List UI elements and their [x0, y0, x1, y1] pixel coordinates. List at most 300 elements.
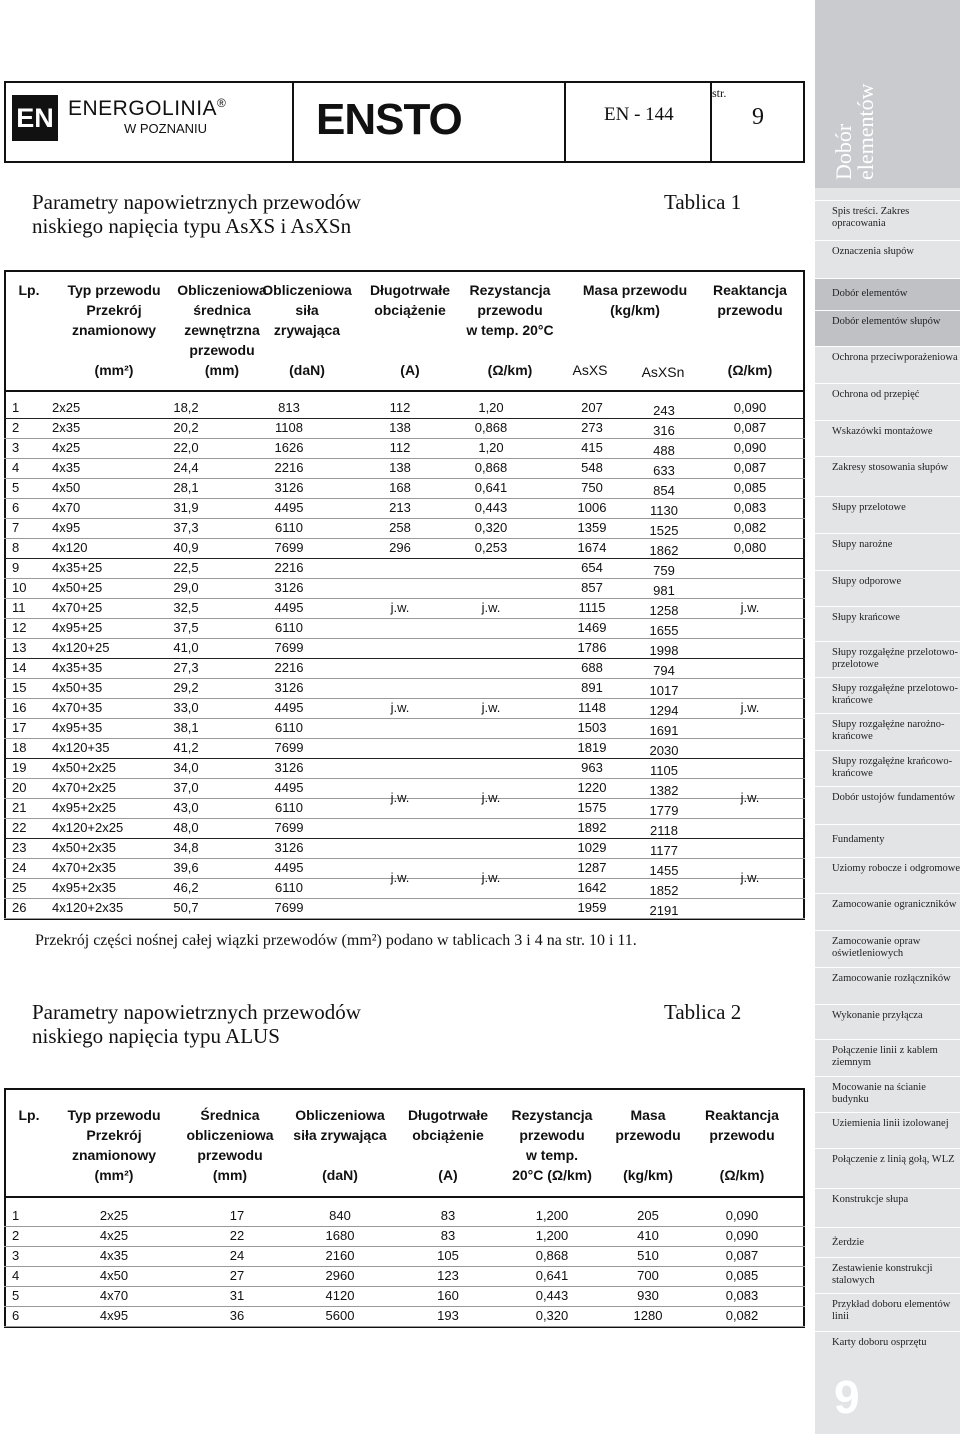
t1-cell: 38,1 [173, 720, 199, 735]
sidebar-page-number: 9 [834, 1371, 860, 1423]
t1-jw-load: j.w. [390, 790, 410, 805]
t1-cell: 1115 [578, 600, 606, 615]
t1-cell: 1691 [649, 723, 679, 738]
t1-cell: 2216 [274, 660, 304, 675]
t1-cell: 243 [653, 403, 675, 418]
t2-cell: 4 [12, 1268, 20, 1283]
t1-cell: 4 [12, 460, 20, 475]
sidebar-item[interactable]: Uziomy robocze i odgromowe [815, 857, 960, 893]
t1-h-asxsn: AsXSn [641, 364, 685, 380]
t1-jw-res: j.w. [481, 790, 501, 805]
t1-cell: 6110 [275, 520, 303, 535]
t1-cell: 1469 [577, 620, 607, 635]
t1-cell: 1148 [578, 700, 606, 715]
sidebar-title [833, 83, 877, 180]
sidebar-title-line2: elementów [853, 83, 878, 180]
t1-cell: 48,0 [173, 820, 199, 835]
t1-cell: 891 [581, 680, 603, 695]
t1-cell: 0,868 [474, 460, 508, 475]
t1-jw-res: j.w. [481, 700, 501, 715]
t2-cell: 410 [637, 1228, 659, 1243]
t1-cell: 4x120+35 [52, 740, 110, 755]
t1-cell: 29,2 [173, 680, 199, 695]
t1-cell: 20 [12, 780, 27, 795]
t1-cell: 27,3 [173, 660, 199, 675]
t1-cell: 857 [581, 580, 603, 595]
t1-cell: 4x70+35 [52, 700, 103, 715]
t1-cell: 813 [278, 400, 300, 415]
t2-cell: 105 [437, 1248, 459, 1263]
t2-cell: 0,087 [725, 1248, 759, 1263]
t2-cell: 2960 [325, 1268, 355, 1283]
t1-cell: 4x95+2x35 [52, 880, 116, 895]
t1-cell: 22 [12, 820, 27, 835]
t2-row-line [4, 1326, 805, 1327]
t2-cell: 4x70 [99, 1288, 129, 1303]
t1-cell: 2216 [274, 560, 304, 575]
t1-cell: 23 [12, 840, 27, 855]
t1-cell: 12 [12, 620, 27, 635]
t1-cell: 3126 [274, 760, 304, 775]
t1-cell: 46,2 [173, 880, 199, 895]
t1-cell: 11 [12, 600, 26, 615]
t1-h-lp: Lp. [18, 282, 40, 298]
t1-cell: 1779 [649, 803, 679, 818]
sidebar-item[interactable]: Mocowanie na ścianie budynku [815, 1076, 960, 1112]
t1-row-line [4, 598, 805, 599]
t1-cell: 1626 [274, 440, 304, 455]
t1-row-line [4, 738, 805, 739]
t1-cell: 1503 [577, 720, 607, 735]
sidebar-item[interactable]: Wykonanie przyłącza [815, 1004, 960, 1039]
company-name-text: ENERGOLINIA [68, 97, 218, 120]
t1-row-line [4, 918, 805, 919]
t2-cell: 36 [229, 1308, 245, 1323]
t2-cell: 0,085 [725, 1268, 759, 1283]
t1-jw-load: j.w. [390, 700, 410, 715]
t2-h-mass: Masa przewodu (kg/km) [615, 1107, 681, 1183]
t1-cell: 488 [653, 443, 675, 458]
t1-cell: 22,5 [173, 560, 199, 575]
t2-cell: 0,082 [725, 1308, 759, 1323]
t1-cell: 4495 [274, 500, 304, 515]
t1-jw-res: j.w. [481, 600, 501, 615]
t1-h-type: Typ przewodu Przekrój znamionowy (mm²) [67, 282, 161, 378]
sidebar-item[interactable]: Słupy rozgałęźne przelotowo-przelotowe [815, 641, 960, 677]
t1-h-asxs: AsXS [572, 362, 608, 378]
table1-note: Przekrój części nośnej całej wiązki przewodów (mm²) podano w tablicach 3 i 4 na str. 10 i 11. [35, 932, 637, 949]
sidebar-item[interactable]: Zestawienie konstrukcji stalowych [815, 1257, 960, 1293]
t1-cell: 41,0 [173, 640, 199, 655]
t1-cell: 1017 [649, 683, 679, 698]
t1-h-react: Reaktancja przewodu (Ω/km) [713, 282, 787, 378]
t2-h-res: Rezystancja przewodu w temp. 20°C (Ω/km) [511, 1107, 593, 1183]
t1-row-line [4, 898, 805, 899]
t1-cell: 3 [12, 440, 20, 455]
t1-row-line [4, 578, 805, 579]
t2-cell: 1,200 [535, 1228, 569, 1243]
t2-cell: 930 [637, 1288, 659, 1303]
t1-cell: 7699 [274, 640, 304, 655]
t1-cell: 4x25 [52, 440, 81, 455]
t2-cell: 5 [12, 1288, 20, 1303]
t1-cell: 3126 [274, 840, 304, 855]
t1-cell: 112 [389, 440, 411, 455]
t1-group-line [4, 838, 805, 839]
t1-cell: 16 [12, 700, 27, 715]
sidebar-item[interactable]: Spis treści. Zakres opracowania [815, 200, 960, 240]
t1-cell: 1006 [577, 500, 607, 515]
t1-cell: 21 [12, 800, 27, 815]
t1-cell: 2216 [274, 460, 304, 475]
t1-jw-react: j.w. [740, 700, 760, 715]
t1-cell: 1220 [577, 780, 607, 795]
t1-cell: 4x50+2x25 [52, 760, 116, 775]
t1-cell: 15 [12, 680, 27, 695]
t2-cell: 27 [229, 1268, 245, 1283]
t2-cell: 123 [437, 1268, 459, 1283]
t2-row-line [4, 1306, 805, 1307]
t2-cell: 700 [637, 1268, 659, 1283]
t2-cell: 31 [229, 1288, 245, 1303]
t1-row-line [4, 618, 805, 619]
t1-cell: 17 [12, 720, 27, 735]
t1-cell: 25 [12, 880, 27, 895]
section1-title-line1: Parametry napowietrznych przewodów [32, 190, 361, 214]
t2-cell: 2x25 [99, 1208, 129, 1223]
sidebar-title-line1: Dobór [831, 123, 856, 180]
sidebar-item[interactable]: Fundamenty [815, 824, 960, 857]
t1-cell: 207 [581, 400, 603, 415]
t1-cell: 0,087 [733, 420, 767, 435]
sidebar-item[interactable]: Słupy rozgałęźne przelotowo-krańcowe [815, 677, 960, 713]
t1-cell: 3126 [274, 480, 304, 495]
t1-row-line [4, 818, 805, 819]
t1-row-line [4, 858, 805, 859]
sidebar-item[interactable]: Zamocowanie ograniczników [815, 893, 960, 930]
t1-row-line [4, 458, 805, 459]
sidebar-item[interactable]: Słupy rozgałęźne krańcowo-krańcowe [815, 750, 960, 786]
t1-cell: 4x50+25 [52, 580, 103, 595]
t1-cell: 1287 [577, 860, 607, 875]
sidebar-item[interactable]: Połączenie linii z kablem ziemnym [815, 1039, 960, 1076]
t1-group-line [4, 758, 805, 759]
t2-h-react: Reaktancja przewodu (Ω/km) [705, 1107, 779, 1183]
section2-title [32, 1000, 361, 1048]
t2-h-type: Typ przewodu Przekrój znamionowy (mm²) [67, 1107, 161, 1183]
t1-cell: 0,082 [733, 520, 767, 535]
t1-cell: 4x35+25 [52, 560, 103, 575]
t1-cell: 4x50+2x35 [52, 840, 116, 855]
t1-cell: 1294 [649, 703, 679, 718]
t1-cell: 10 [12, 580, 27, 595]
t1-cell: 981 [653, 583, 675, 598]
t1-cell: 0,253 [474, 540, 508, 555]
t1-cell: 1998 [649, 643, 679, 658]
t2-cell: 2 [12, 1228, 20, 1243]
section2-title-line2: niskiego napięcia typu ALUS [32, 1024, 280, 1048]
t1-cell: 18 [12, 740, 27, 755]
t1-cell: 37,5 [173, 620, 199, 635]
t2-cell: 83 [440, 1208, 456, 1223]
t1-cell: 37,0 [173, 780, 199, 795]
t1-cell: 7699 [274, 820, 304, 835]
t1-row-line [4, 638, 805, 639]
t1-cell: 1892 [577, 820, 607, 835]
t1-cell: 0,090 [733, 440, 767, 455]
t1-jw-react: j.w. [740, 790, 760, 805]
sidebar-item[interactable]: Słupy przelotowe [815, 496, 960, 533]
sidebar-item[interactable]: Karty doboru osprzętu [815, 1331, 960, 1366]
t2-cell: 1280 [633, 1308, 663, 1323]
t1-cell: 20,2 [173, 420, 199, 435]
company-sub: W POZNANIU [124, 121, 208, 136]
sidebar-item[interactable]: Ochrona przeciwporażeniowa [815, 346, 960, 383]
t2-h-load: Długotrwałe obciążenie (A) [407, 1107, 489, 1183]
t1-cell: 19 [12, 760, 27, 775]
t1-row-line [4, 698, 805, 699]
t1-cell: 7699 [274, 540, 304, 555]
t1-cell: 138 [389, 460, 411, 475]
sidebar-item[interactable]: Żerdzie [815, 1227, 960, 1257]
t1-cell: 34,8 [173, 840, 199, 855]
t1-cell: 654 [581, 560, 603, 575]
sidebar-item[interactable]: Uziemienia linii izolowanej [815, 1112, 960, 1148]
t1-cell: 39,6 [173, 860, 199, 875]
t1-cell: 4x70+2x35 [52, 860, 116, 875]
t1-cell: 6 [12, 500, 20, 515]
t1-cell: 2x25 [52, 400, 81, 415]
t2-row-line [4, 1266, 805, 1267]
t1-cell: 1382 [649, 783, 679, 798]
t1-cell: 4x95+2x25 [52, 800, 116, 815]
t2-cell: 22 [229, 1228, 245, 1243]
table2-label: Tablica 2 [664, 1000, 742, 1024]
t1-cell: 4x120+2x35 [52, 900, 124, 915]
sidebar-item[interactable]: Wskazówki montażowe [815, 420, 960, 456]
t2-cell: 0,083 [725, 1288, 759, 1303]
t1-cell: 31,9 [173, 500, 199, 515]
t1-cell: 1029 [577, 840, 607, 855]
t2-h-diam: Średnica obliczeniowa przewodu (mm) [186, 1107, 274, 1183]
t1-cell: 1819 [577, 740, 607, 755]
t1-cell: 29,0 [173, 580, 199, 595]
ensto-logo: ENSTO [316, 95, 462, 144]
t1-h-force: Obliczeniowa siła zrywająca (daN) [262, 282, 352, 378]
t1-cell: 296 [389, 540, 411, 555]
sidebar-item[interactable]: Zamocowanie opraw oświetleniowych [815, 930, 960, 967]
t1-cell: 138 [389, 420, 411, 435]
t1-cell: 13 [12, 640, 27, 655]
sidebar-item[interactable]: Oznaczenia słupów [815, 240, 960, 278]
t1-cell: 0,085 [733, 480, 767, 495]
t1-cell: 1852 [649, 883, 679, 898]
t1-cell: 1105 [650, 763, 678, 778]
t1-cell: 4x35 [52, 460, 81, 475]
t1-cell: 1862 [649, 543, 679, 558]
t2-cell: 3 [12, 1248, 20, 1263]
sidebar-item[interactable]: Dobór elementów [815, 278, 960, 310]
t1-cell: 3126 [274, 680, 304, 695]
t1-group-line [4, 658, 805, 659]
t1-cell: 4x120+2x25 [52, 820, 124, 835]
t1-cell: 112 [389, 400, 411, 415]
t1-cell: 0,090 [733, 400, 767, 415]
t2-cell: 510 [637, 1248, 659, 1263]
t1-h-res: Rezystancja przewodu w temp. 20°C (Ω/km) [466, 282, 554, 378]
t1-cell: 168 [389, 480, 411, 495]
t1-jw-load: j.w. [390, 870, 410, 885]
t1-cell: 1642 [577, 880, 607, 895]
t1-cell: 2191 [649, 903, 679, 918]
t1-cell: 1674 [577, 540, 607, 555]
t1-cell: 24,4 [173, 460, 199, 475]
section2-title-line1: Parametry napowietrznych przewodów [32, 1000, 361, 1024]
t1-cell: 1786 [577, 640, 607, 655]
t1-jw-react: j.w. [740, 870, 760, 885]
t1-jw-res: j.w. [481, 870, 501, 885]
t1-cell: 1177 [650, 843, 678, 858]
t1-cell: 2 [12, 420, 20, 435]
t2-h-lp: Lp. [18, 1107, 40, 1123]
t1-row-line [4, 718, 805, 719]
t1-cell: 22,0 [173, 440, 199, 455]
t1-cell: 18,2 [173, 400, 199, 415]
t1-group-line [4, 418, 805, 419]
sidebar-item[interactable]: Zamocowanie rozłączników [815, 967, 960, 1004]
t1-cell: 7699 [274, 740, 304, 755]
t2-cell: 6 [12, 1308, 20, 1323]
t1-cell: 4x35+35 [52, 660, 103, 675]
t2-cell: 1 [12, 1208, 20, 1223]
sidebar-item[interactable]: Konstrukcje słupa [815, 1188, 960, 1227]
t1-cell: 26 [12, 900, 27, 915]
t1-cell: 4495 [274, 780, 304, 795]
t2-cell: 1,200 [535, 1208, 569, 1223]
t1-cell: 14 [12, 660, 27, 675]
t1-cell: 43,0 [173, 800, 199, 815]
sidebar-item[interactable]: Przykład doboru elementów linii [815, 1293, 960, 1331]
t1-cell: 1655 [649, 623, 679, 638]
t1-row-line [4, 518, 805, 519]
t1-row-line [4, 678, 805, 679]
t1-cell: 4x95 [52, 520, 81, 535]
sidebar-item[interactable]: Słupy rozgałęźne narożno-krańcowe [815, 713, 960, 750]
t1-h-diam: Obliczeniowa średnica zewnętrzna przewodu (mm) [177, 282, 267, 378]
t1-cell: 7 [12, 520, 20, 535]
t2-cell: 4x95 [99, 1308, 129, 1323]
t1-cell: 273 [581, 420, 603, 435]
t1-row-line [4, 438, 805, 439]
t1-cell: 4495 [274, 860, 304, 875]
t1-cell: 4495 [274, 600, 304, 615]
t1-cell: 4x120 [52, 540, 88, 555]
t1-cell: 794 [653, 663, 675, 678]
t1-cell: 28,1 [173, 480, 199, 495]
t1-cell: 24 [12, 860, 27, 875]
sidebar-item[interactable]: Dobór ustojów fundamentów [815, 786, 960, 824]
t1-cell: 1359 [577, 520, 607, 535]
t2-cell: 160 [437, 1288, 459, 1303]
t1-cell: 9 [12, 560, 20, 575]
t1-cell: 1 [12, 400, 20, 415]
t1-cell: 0,868 [474, 420, 508, 435]
t1-cell: 6110 [275, 800, 303, 815]
sidebar-item[interactable]: Słupy krańcowe [815, 606, 960, 641]
t1-cell: 4x50+35 [52, 680, 103, 695]
t1-group-line [4, 558, 805, 559]
t1-row-line [4, 538, 805, 539]
t1-cell: 854 [653, 483, 675, 498]
t1-cell: 34,0 [173, 760, 199, 775]
sidebar-item[interactable]: Połączenie z linią gołą, WLZ [815, 1148, 960, 1188]
t1-cell: 50,7 [173, 900, 199, 915]
t2-cell: 4x35 [99, 1248, 129, 1263]
t1-cell: 6110 [275, 720, 303, 735]
t1-cell: 2118 [650, 823, 678, 838]
t1-cell: 37,3 [173, 520, 199, 535]
section1-title-line2: niskiego napięcia typu AsXS i AsXSn [32, 214, 352, 238]
t1-cell: 1,20 [478, 440, 504, 455]
t1-cell: 8 [12, 540, 20, 555]
sidebar-item[interactable]: Ochrona od przepięć [815, 383, 960, 420]
t1-cell: 2030 [649, 743, 679, 758]
t2-cell: 840 [329, 1208, 351, 1223]
table1-label: Tablica 1 [664, 190, 742, 214]
t1-cell: 0,083 [733, 500, 767, 515]
t1-cell: 0,443 [474, 500, 508, 515]
t2-cell: 1680 [325, 1228, 355, 1243]
t1-cell: 213 [389, 500, 411, 515]
t1-cell: 1575 [577, 800, 607, 815]
sidebar-item[interactable]: Zakresy stosowania słupów [815, 456, 960, 496]
sidebar-item[interactable]: Słupy odporowe [815, 570, 960, 606]
t2-cell: 0,641 [535, 1268, 569, 1283]
t1-cell: 7699 [274, 900, 304, 915]
sidebar-item[interactable]: Dobór elementów słupów [815, 310, 960, 346]
t2-row-line [4, 1226, 805, 1227]
page-number: 9 [752, 104, 764, 130]
t1-cell: 4x70+2x25 [52, 780, 116, 795]
registered-mark: ® [217, 96, 227, 110]
sidebar-item[interactable]: Słupy narożne [815, 533, 960, 570]
t2-cell: 83 [440, 1228, 456, 1243]
t2-row-line [4, 1246, 805, 1247]
t1-cell: 4495 [274, 700, 304, 715]
t2-cell: 4120 [325, 1288, 355, 1303]
t1-cell: 1,20 [478, 400, 504, 415]
t1-cell: 258 [389, 520, 411, 535]
t1-h-load: Długotrwałe obciążenie (A) [369, 282, 451, 378]
t2-cell: 5600 [325, 1308, 355, 1323]
t1-cell: 688 [581, 660, 603, 675]
t2-cell: 193 [437, 1308, 459, 1323]
t1-cell: 4x120+25 [52, 640, 110, 655]
t1-cell: 4x50 [52, 480, 81, 495]
t2-cell: 0,443 [535, 1288, 569, 1303]
t1-cell: 2x35 [52, 420, 81, 435]
t2-cell: 4x25 [99, 1228, 129, 1243]
t1-cell: 750 [581, 480, 603, 495]
section1-title [32, 190, 361, 238]
t1-cell: 1130 [650, 503, 678, 518]
t2-h-force: Obliczeniowa siła zrywająca (daN) [293, 1107, 387, 1183]
t1-row-line [4, 778, 805, 779]
t1-cell: 1525 [649, 523, 679, 538]
t2-cell: 0,090 [725, 1208, 759, 1223]
table2-header-divider [6, 1196, 803, 1198]
t2-cell: 0,320 [535, 1308, 569, 1323]
